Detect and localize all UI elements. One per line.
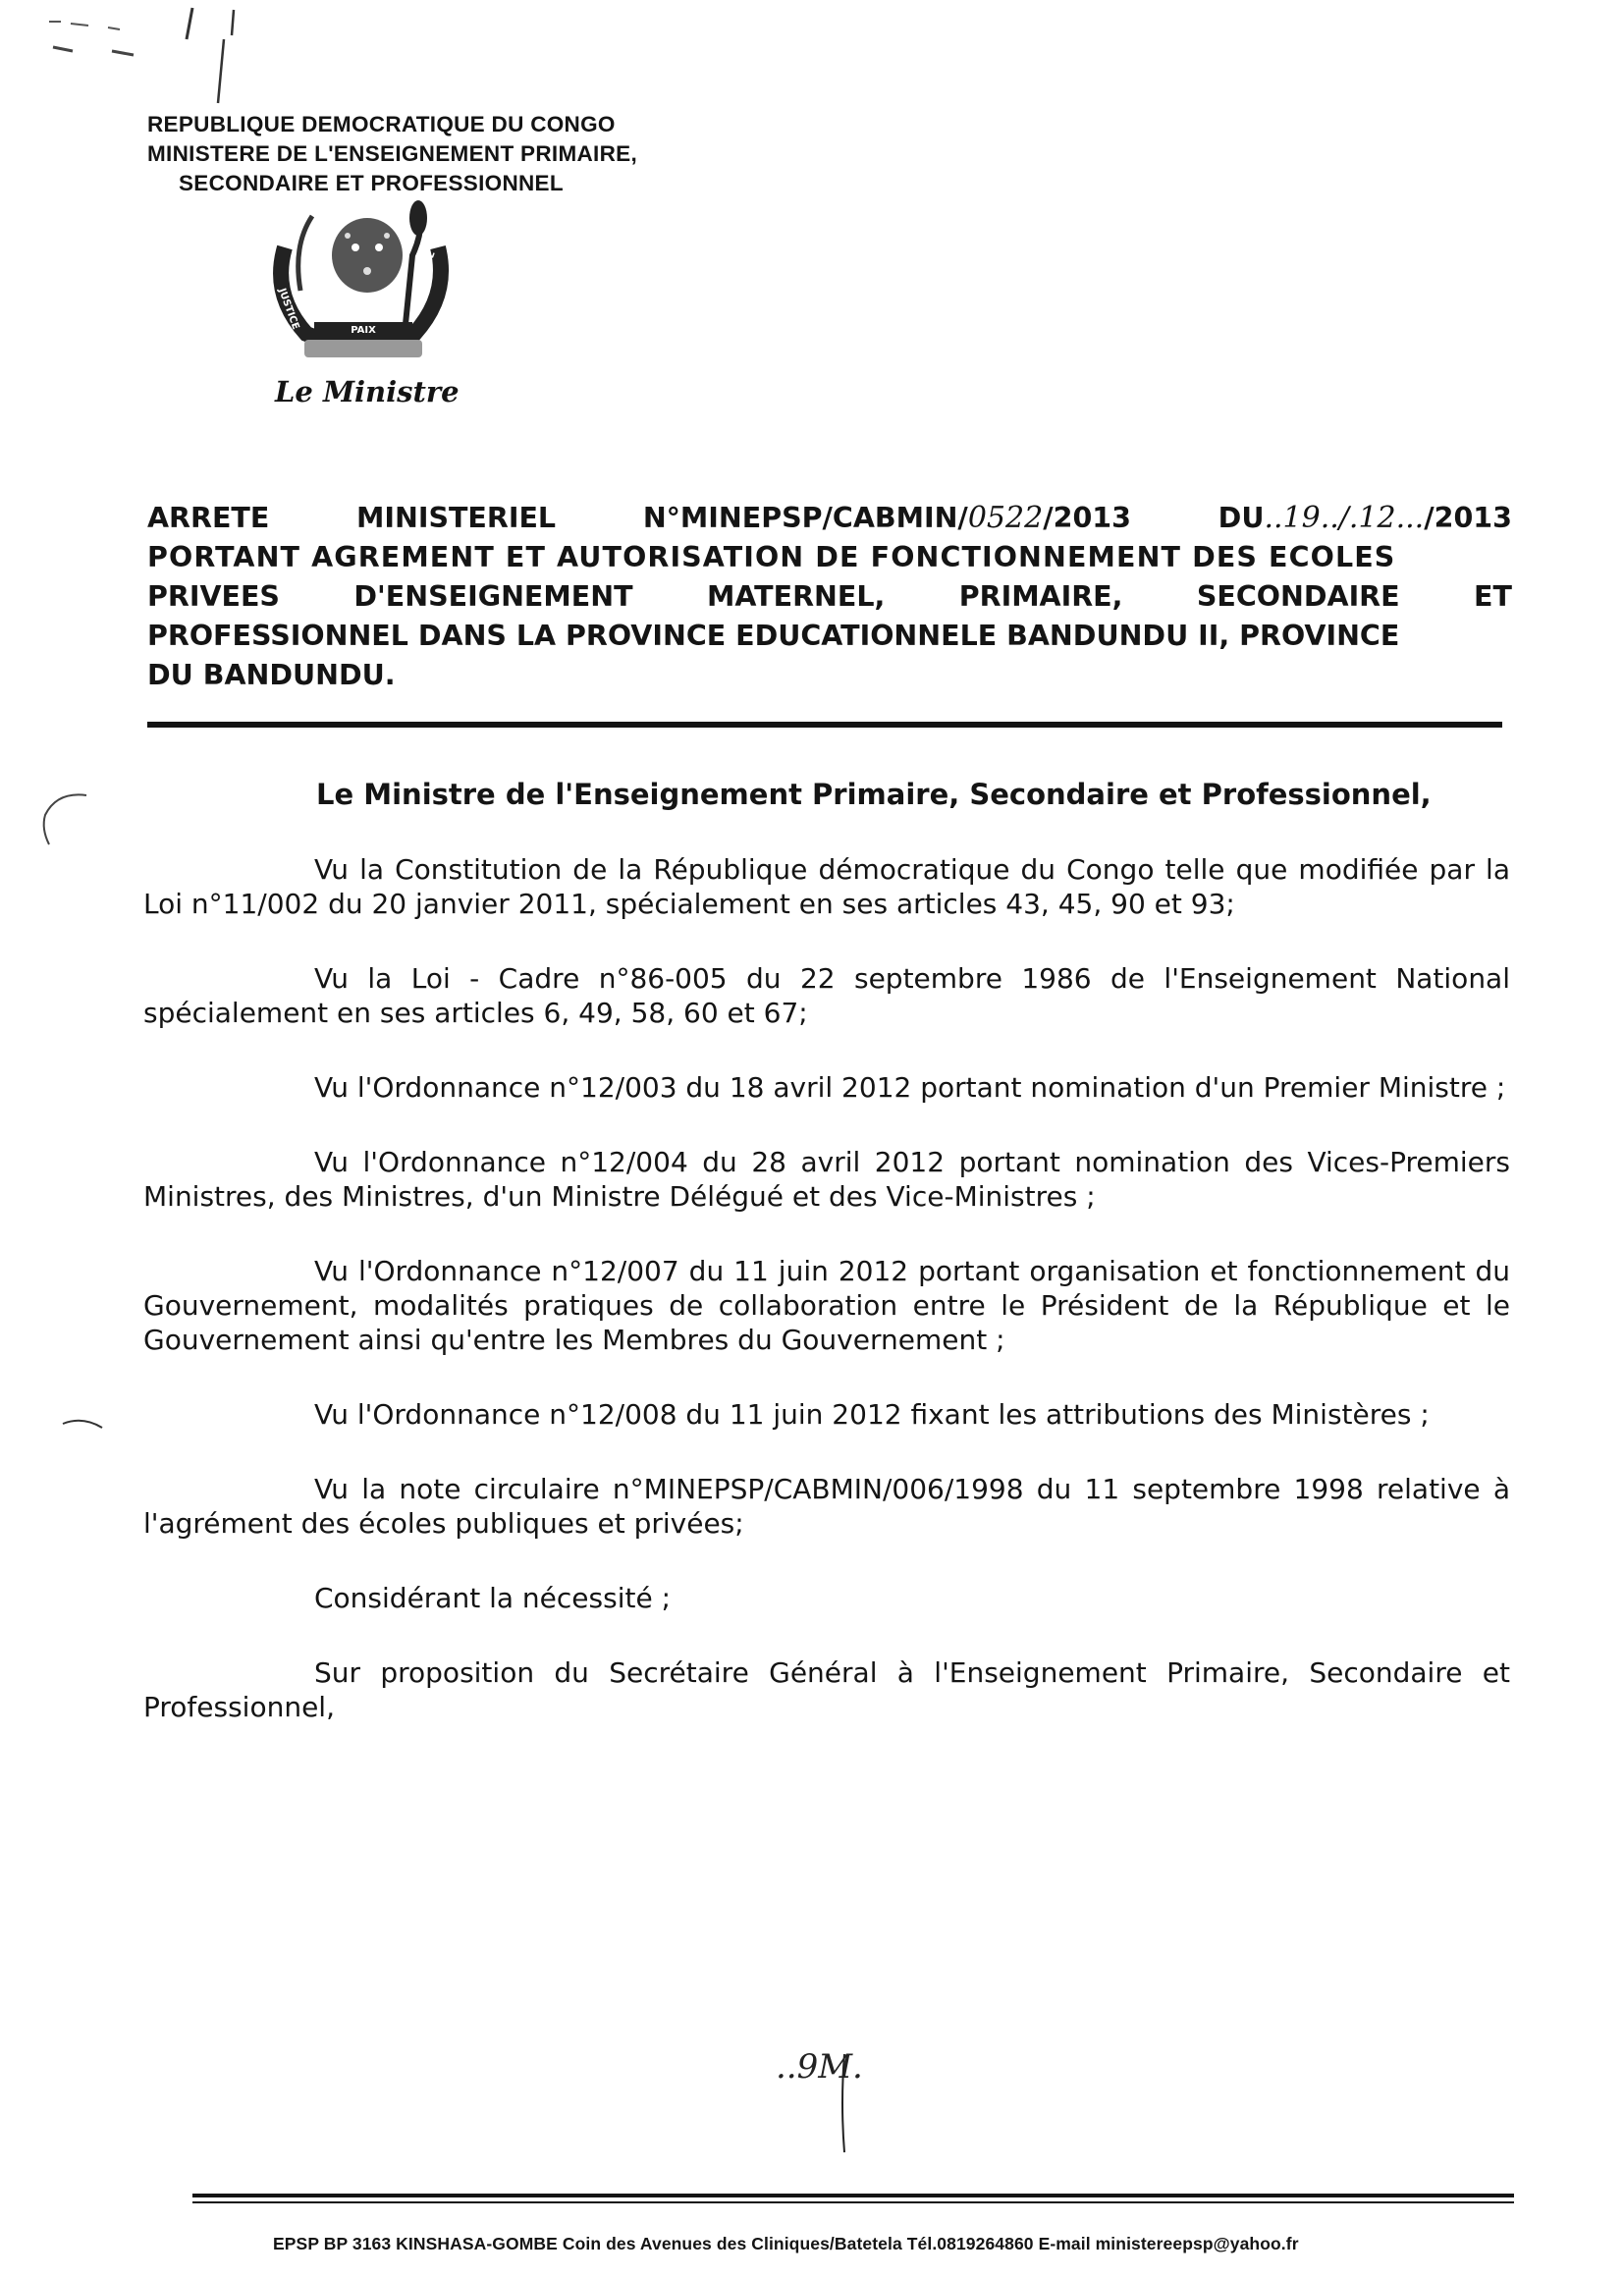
header-country: REPUBLIQUE DEMOCRATIQUE DU CONGO [147, 112, 616, 136]
decree-number: N°MINEPSP/CABMIN/0522/2013 [642, 501, 1131, 535]
paragraph-considerant: Considérant la nécessité ; [314, 1582, 672, 1614]
title-word-arrete: ARRETE [147, 502, 270, 534]
handwritten-initials [776, 2034, 893, 2162]
emblem-word-justice: JUSTICE [276, 287, 301, 332]
footer-rule-thin [192, 2201, 1514, 2203]
decree-title [147, 499, 1512, 695]
paragraph-constitution: Vu la Constitution de la République démocratique du Congo telle que modifiée par la Loi n°11/002 du 20 janvier 2011, spécialement en ses articles 43, 45, 90 et 93; [143, 853, 1510, 920]
decree-body [143, 852, 1510, 1764]
title-line-1 [147, 499, 1512, 538]
coat-of-arms-emblem [257, 196, 463, 363]
scan-marks [39, 0, 255, 118]
header-ministry: MINISTERE DE L'ENSEIGNEMENT PRIMAIRE, [147, 141, 637, 166]
margin-mark-mid [59, 1414, 118, 1434]
footer-address: EPSP BP 3163 KINSHASA-GOMBE Coin des Avenues des Cliniques/Batetela Tél.0819264860 E-mail ministereepsp@yahoo.fr [273, 2234, 1299, 2253]
emblem-word-paix: PAIX [351, 325, 376, 336]
title-line-3: PRIVEES D'ENSEIGNEMENT MATERNEL, PRIMAIRE, SECONDAIRE ET [147, 580, 1512, 613]
title-line-4: PROFESSIONNEL DANS LA PROVINCE EDUCATIONNELE BANDUNDU II, PROVINCE [147, 620, 1400, 652]
paragraph-proposition: Sur proposition du Secrétaire Général à l'Enseignement Primaire, Secondaire et Professionnel, [143, 1656, 1510, 1723]
title-line-5: DU BANDUNDU. [147, 659, 396, 691]
paragraph-ordonnance-12-003: Vu l'Ordonnance n°12/003 du 18 avril 2012 portant nomination d'un Premier Ministre ; [314, 1071, 1506, 1104]
decree-number-handwritten: 0522 [967, 501, 1044, 535]
minister-heading: Le Ministre de l'Enseignement Primaire, Secondaire et Professionnel, [316, 778, 1432, 811]
svg-text:..9M.: ..9M. [776, 2047, 863, 2087]
footer-rule-thick [192, 2194, 1514, 2197]
title-rule [147, 722, 1502, 728]
margin-mark-top [27, 786, 116, 854]
paragraph-note-circulaire: Vu la note circulaire n°MINEPSP/CABMIN/006/1998 du 11 septembre 1998 relative à l'agrément des écoles publiques et privées; [143, 1473, 1510, 1540]
paragraph-ordonnance-12-008: Vu l'Ordonnance n°12/008 du 11 juin 2012 fixant les attributions des Ministères ; [314, 1398, 1430, 1431]
header-block [147, 110, 637, 198]
emblem-subtitle: Le Ministre [275, 375, 460, 408]
decree-date-day: ..19.. [1264, 501, 1339, 535]
paragraph-ordonnance-12-004: Vu l'Ordonnance n°12/004 du 28 avril 2012 portant nomination des Vices-Premiers Ministres, des Ministres, d'un Ministre Délégué et des Vice-Ministres ; [143, 1146, 1510, 1213]
header-ministry-cont: SECONDAIRE ET PROFESSIONNEL [179, 171, 564, 195]
paragraph-ordonnance-12-007: Vu l'Ordonnance n°12/007 du 11 juin 2012 portant organisation et fonctionnement du Gouvernement, modalités pratiques de collaboration entre le Président de la République et le Gouvernement ainsi qu'entre les Membres du Gouvernement ; [143, 1255, 1510, 1356]
title-word-ministeriel: MINISTERIEL [356, 502, 557, 534]
decree-date: DU..19../.12.../2013 [1218, 501, 1512, 535]
title-line-2: PORTANT AGREMENT ET AUTORISATION DE FONCTIONNEMENT DES ECOLES [147, 541, 1396, 573]
emblem-word-travail: TRAVAIL [411, 249, 438, 298]
paragraph-loi-cadre: Vu la Loi - Cadre n°86-005 du 22 septembre 1986 de l'Enseignement National spécialement en ses articles 6, 49, 58, 60 et 67; [143, 962, 1510, 1029]
decree-date-month: /.12... [1338, 501, 1425, 535]
